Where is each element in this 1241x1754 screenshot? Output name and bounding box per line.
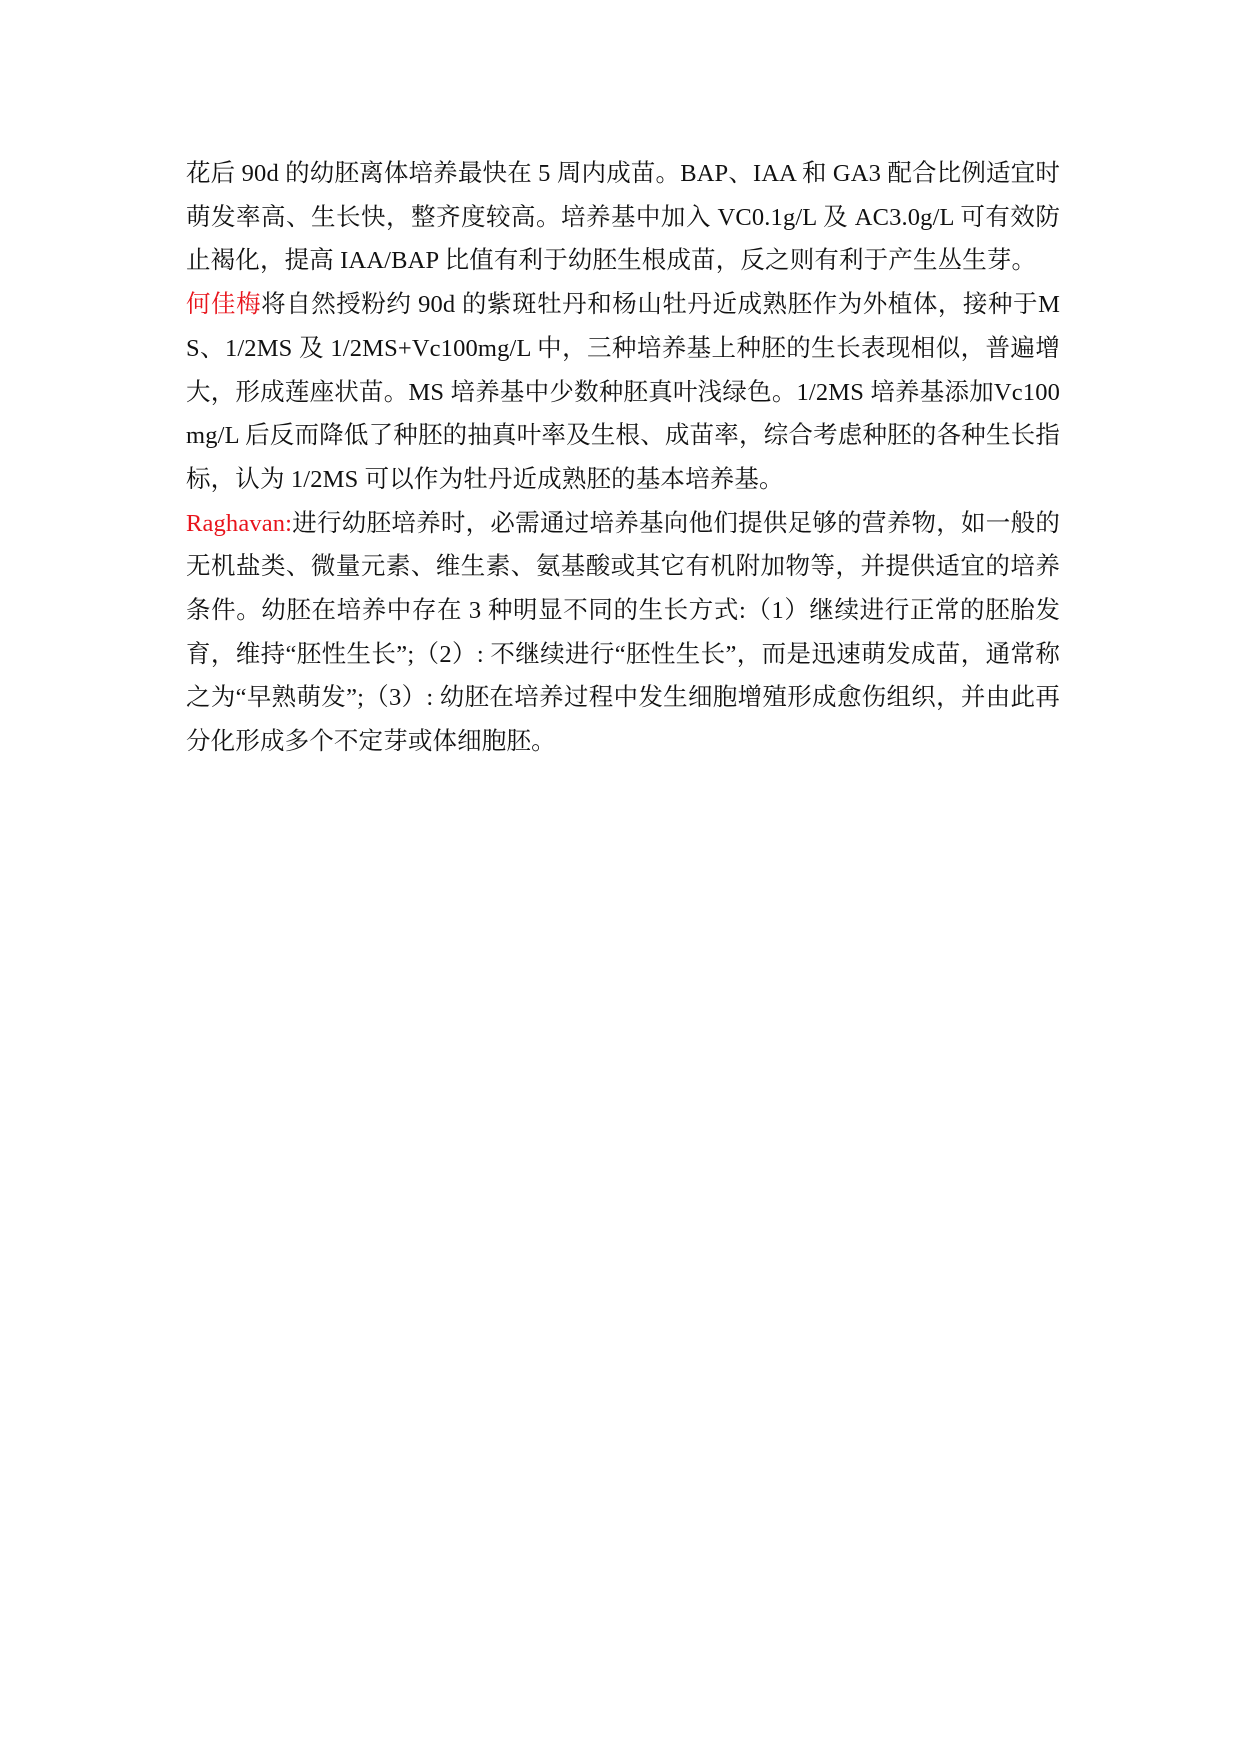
paragraph-text: 花后 90d 的幼胚离体培养最快在 5 周内成苗。BAP、IAA 和 GA3 配合比例适宜时萌发率高、生长快，整齐度较高。培养基中加入 VC0.1g/L 及 AC3.0g/L 可有效防止褐化，提高 IAA/BAP 比值有利于幼胚生根成苗，反之则有利于产生丛生芽。 xyxy=(186,160,1060,275)
author-raghavan: Raghavan: xyxy=(186,509,293,537)
paragraph-embryo-culture-results xyxy=(186,152,1060,283)
paragraph-he-jiamei xyxy=(186,283,1060,502)
paragraph-raghavan xyxy=(186,502,1060,764)
paragraph-text: 进行幼胚培养时，必需通过培养基向他们提供足够的营养物，如一般的无机盐类、微量元素、维生素、氨基酸或其它有机附加物等，并提供适宜的培养条件。幼胚在培养中存在 3 种明显不同的生长方式:（1）继续进行正常的胚胎发育，维持“胚性生长”;（2）: 不继续进行“胚性生长”，而是迅速萌发成苗，通常称之为“早熟萌发”;（3）: 幼胚在培养过程中发生细胞增殖形成愈伤组织，并由此再分化形成多个不定芽或体细胞胚。 xyxy=(186,509,1060,756)
author-he-jiamei: 何佳梅 xyxy=(186,291,262,319)
paragraph-text: 将自然授粉约 90d 的紫斑牡丹和杨山牡丹近成熟胚作为外植体，接种于MS、1/2MS 及 1/2MS+Vc100mg/L 中，三种培养基上种胚的生长表现相似，普遍增大，形成莲座状苗。MS 培养基中少数种胚真叶浅绿色。1/2MS 培养基添加Vc100mg/L 后反而降低了种胚的抽真叶率及生根、成苗率，综合考虑种胚的各种生长指标，认为 1/2MS 可以作为牡丹近成熟胚的基本培养基。 xyxy=(186,291,1061,493)
document-body xyxy=(186,152,1060,764)
